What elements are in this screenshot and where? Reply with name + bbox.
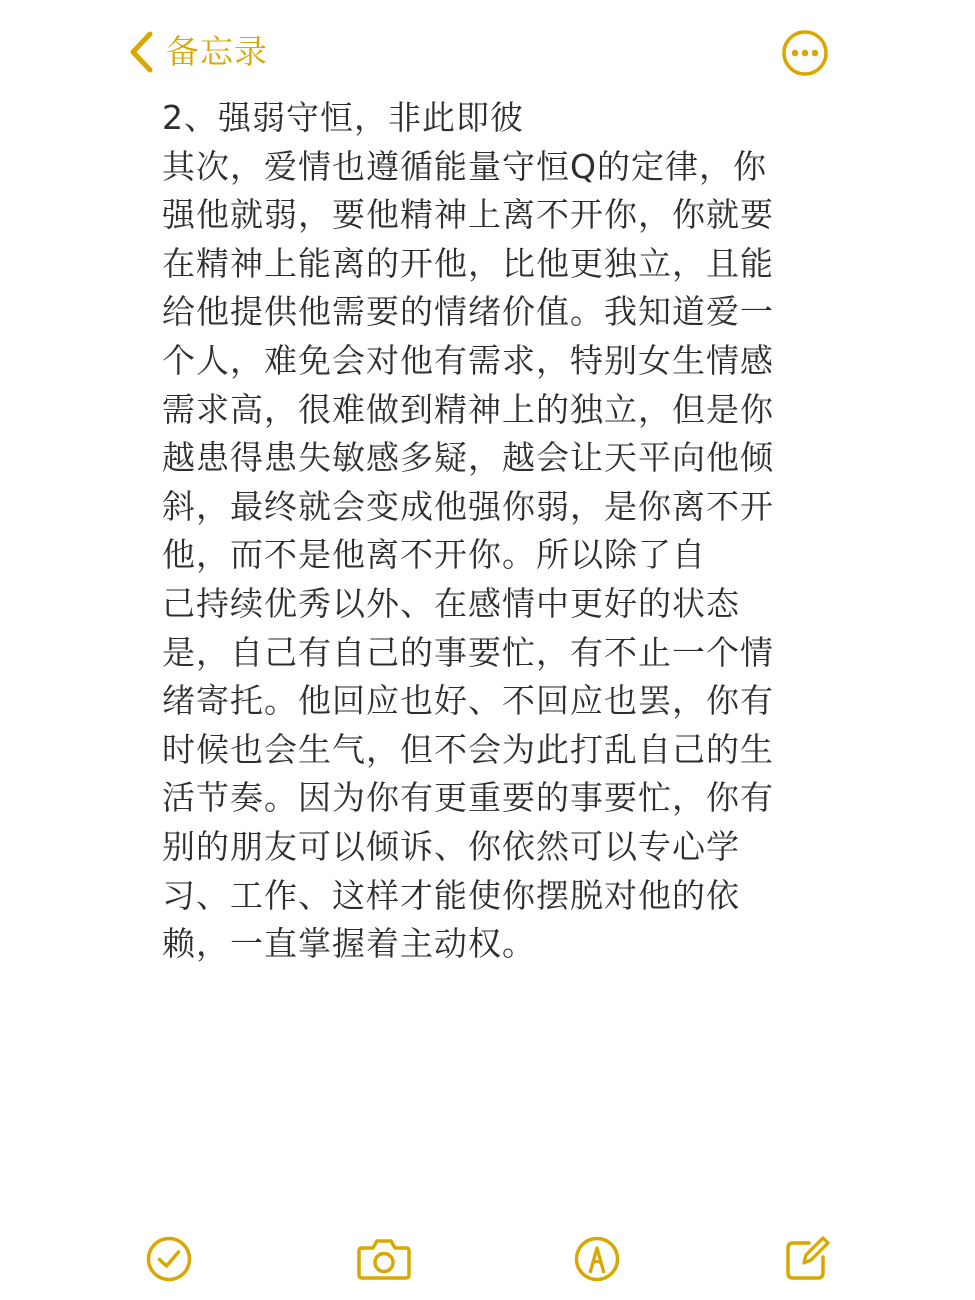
note-body[interactable]: [162, 94, 802, 969]
ellipsis-circle-icon: [780, 28, 830, 78]
note-line: 时候也会生气，但不会为此打乱自己的生: [162, 729, 774, 769]
compose-icon: [782, 1234, 832, 1284]
note-line: 活节奏。因为你有更重要的事要忙，你有: [162, 778, 774, 818]
note-line: 别的朋友可以倾诉、你依然可以专心学: [162, 826, 740, 866]
bottom-toolbar: [0, 1220, 975, 1300]
compose-button[interactable]: [782, 1234, 832, 1284]
note-line: 习、工作、这样才能使你摆脱对他的依: [162, 875, 740, 915]
note-line: 绪寄托。他回应也好、不回应也罢，你有: [162, 681, 774, 721]
note-line: 在精神上能离的开他，比他更独立，且能: [162, 243, 774, 283]
note-line: 个人，难免会对他有需求，特别女生情感: [162, 340, 774, 380]
markup-pen-icon: [572, 1234, 622, 1284]
checklist-button[interactable]: [144, 1234, 194, 1284]
note-line: 赖，一直掌握着主动权。: [162, 924, 536, 964]
note-line: 其次，爱情也遵循能量守恒Q的定律，你: [162, 146, 767, 186]
note-heading: 2、强弱守恒，非此即彼: [162, 98, 524, 137]
note-line: 需求高，很难做到精神上的独立，但是你: [162, 389, 774, 429]
note-line: 斜，最终就会变成他强你弱，是你离不开: [162, 486, 774, 526]
note-line: 是，自己有自己的事要忙，有不止一个情: [162, 632, 774, 672]
chevron-left-icon: [126, 30, 156, 74]
note-line: 给他提供他需要的情绪价值。我知道爱一: [162, 292, 774, 332]
note-line: 越患得患失敏感多疑，越会让天平向他倾: [162, 438, 774, 478]
checklist-icon: [144, 1234, 194, 1284]
back-button[interactable]: [126, 28, 268, 76]
camera-button[interactable]: [356, 1234, 412, 1284]
note-line: 强他就弱，要他精神上离不开你，你就要: [162, 195, 774, 235]
camera-icon: [356, 1234, 412, 1284]
more-button[interactable]: [780, 28, 830, 78]
navigation-bar: [0, 0, 975, 100]
back-label: 备忘录: [166, 32, 268, 71]
note-line: 己持续优秀以外、在感情中更好的状态: [162, 583, 740, 623]
markup-button[interactable]: [572, 1234, 622, 1284]
note-line: 他，而不是他离不开你。所以除了自: [162, 535, 706, 575]
